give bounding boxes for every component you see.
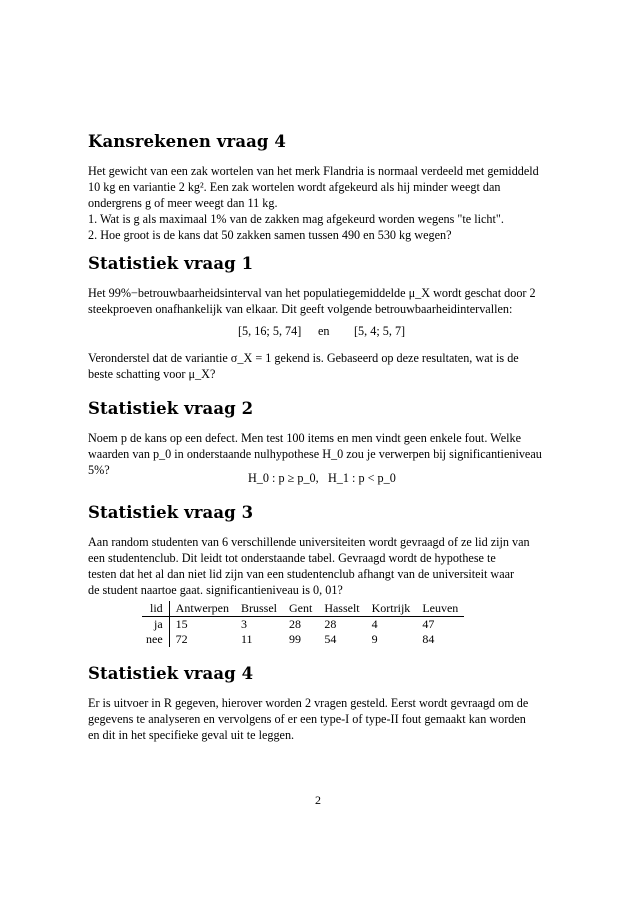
table-cell: nee: [142, 632, 169, 647]
text-line: Het gewicht van een zak wortelen van het merk Flandria is normaal verdeeld met gemiddeld: [88, 164, 539, 178]
interval-left: [5, 16; 5, 74]: [238, 324, 302, 338]
text-line: een studentenclub. Dit leidt tot onderstaande tabel. Gevraagd wordt de hypothese te: [88, 551, 496, 565]
section-title-statistiek-2: Statistiek vraag 2: [88, 399, 254, 418]
text-line: de student naartoe gaat. significantieniveau is 0, 01?: [88, 583, 343, 597]
text-line: Er is uitvoer in R gegeven, hierover worden 2 vragen gesteld. Eerst wordt gevraagd om de: [88, 696, 529, 710]
text-line: 2. Hoe groot is de kans dat 50 zakken samen tussen 490 en 530 kg wegen?: [88, 228, 452, 242]
section-title-statistiek-4: Statistiek vraag 4: [88, 664, 254, 683]
text-line: 5%?: [88, 463, 110, 477]
null-hypothesis: H_0 : p ≥ p_0,: [248, 471, 319, 485]
table-row: [142, 617, 464, 633]
section-body-statistiek-3: [88, 534, 552, 598]
table-cell: 11: [240, 632, 253, 646]
table-header-row: [142, 601, 464, 617]
section-body-kansrekenen-4: [88, 163, 552, 243]
table-header: Hasselt: [318, 601, 365, 617]
table-header: lid: [142, 601, 169, 617]
text-line: Veronderstel dat de variantie σ_X = 1 gekend is. Gebaseerd op deze resultaten, wat is de: [88, 351, 519, 365]
table-cell: 3: [240, 617, 247, 631]
table-cell: 9: [371, 632, 378, 646]
page-number: 2: [315, 793, 321, 807]
text-line: gegevens te analyseren en vervolgens of er een type-I of type-II fout gemaakt kan worden: [88, 712, 526, 726]
section-title-statistiek-3: Statistiek vraag 3: [88, 503, 254, 522]
table-header: Kortrijk: [366, 601, 417, 617]
interval-right: [5, 4; 5, 7]: [354, 324, 406, 338]
text-line: en dit in het specifieke geval uit te leggen.: [88, 728, 295, 742]
text-line: waarden van p_0 in onderstaande nulhypothese H_0 zou je verwerpen bij significantieniveau: [88, 447, 542, 461]
section-body-statistiek-2: [88, 430, 552, 478]
table-header: Brussel: [235, 601, 283, 617]
table-row: [142, 632, 464, 647]
text-line: beste schatting voor μ_X?: [88, 367, 216, 381]
table-cell: 15: [175, 617, 188, 631]
text-line: steekproeven onafhankelijk van elkaar. Dit geeft volgende betrouwbaarheidintervallen:: [88, 302, 513, 316]
text-line: 10 kg en variantie 2 kg². Een zak wortelen wordt afgekeurd als hij minder weegt dan: [88, 180, 501, 194]
table-cell: 4: [371, 617, 378, 631]
section-title-kansrekenen-4: Kansrekenen vraag 4: [88, 132, 286, 151]
club-membership-table: [142, 601, 464, 647]
section-title-statistiek-1: Statistiek vraag 1: [88, 254, 254, 273]
text-line: testen dat het al dan niet lid zijn van een studentenclub afhangt van de universiteit waar: [88, 567, 515, 581]
text-line: Aan random studenten van 6 verschillende universiteiten wordt gevraagd of ze lid zijn van: [88, 535, 530, 549]
section-body-statistiek-1-after: [88, 350, 552, 382]
table-cell: 54: [324, 632, 337, 646]
table-cell: 72: [175, 632, 188, 646]
text-line: Noem p de kans op een defect. Men test 100 items en men vindt geen enkele fout. Welke: [88, 431, 522, 445]
interval-connector: en: [318, 324, 330, 338]
section-body-statistiek-1: [88, 285, 552, 317]
table-cell: 28: [288, 617, 301, 631]
text-line: Het 99%−betrouwbaarheidsinterval van het populatiegemiddelde μ_X wordt geschat door 2: [88, 286, 536, 300]
alternative-hypothesis: H_1 : p < p_0: [328, 471, 396, 485]
table-cell: 47: [422, 617, 435, 631]
section-body-statistiek-4: [88, 695, 552, 743]
text-line: 1. Wat is g als maximaal 1% van de zakken mag afgekeurd worden wegens "te licht".: [88, 212, 504, 226]
table-header: Gent: [283, 601, 318, 617]
table-cell: ja: [142, 617, 169, 633]
table-header: Leuven: [416, 601, 464, 617]
table-cell: 84: [422, 632, 435, 646]
table-cell: 28: [324, 617, 337, 631]
table-header: Antwerpen: [169, 601, 235, 617]
text-line: ondergrens g of meer weegt dan 11 kg.: [88, 196, 278, 210]
table-cell: 99: [288, 632, 301, 646]
